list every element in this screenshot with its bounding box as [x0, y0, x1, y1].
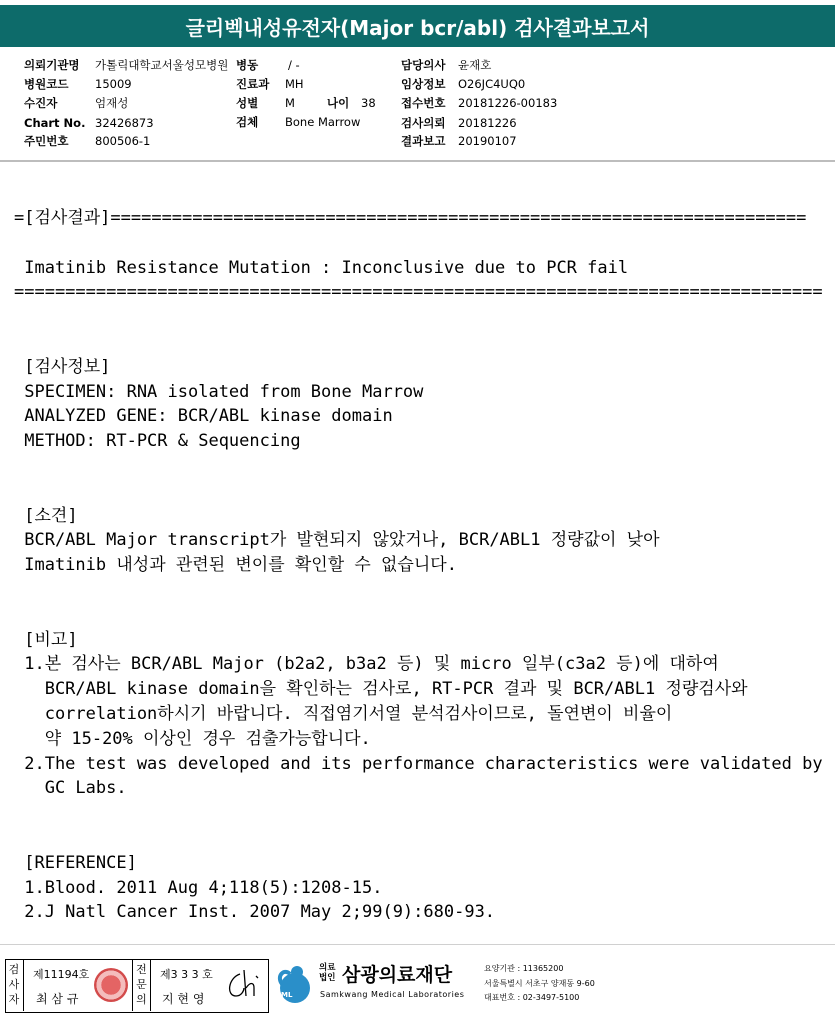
specimen-value: Bone Marrow: [285, 115, 361, 129]
tester-license: 제11194호: [33, 968, 90, 981]
request-date-label: 검사의뢰: [401, 116, 446, 130]
org-type: 의료법인: [319, 963, 336, 983]
ordering-institution-label: 의뢰기관명: [24, 58, 80, 72]
ward-label: 병동: [236, 58, 259, 72]
ordering-institution-value: 가톨릭대학교서울성모병원: [95, 58, 229, 72]
rrn-label: 주민번호: [24, 134, 69, 148]
report-line: 1.본 검사는 BCR/ABL Major (b2a2, b3a2 등) 및 micro 일부(c3a2 등)에 대하여: [14, 654, 719, 675]
report-title: 글리벡내성유전자(Major bcr/abl) 검사결과보고서: [0, 5, 835, 47]
department-label: 진료과: [236, 77, 270, 91]
report-line: 2.The test was developed and its performance characteristics were validated by: [14, 753, 823, 774]
receipt-no-value: 20181226-00183: [458, 96, 558, 110]
receipt-no-label: 접수번호: [401, 96, 446, 110]
patient-label: 수진자: [24, 96, 58, 110]
report-line: [REFERENCE]: [14, 852, 137, 873]
report-line: [소견]: [14, 505, 78, 526]
tester-name: 최 삼 규: [36, 992, 79, 1006]
org-phone: 대표번호 : 02-3497-5100: [484, 993, 580, 1002]
report-line: BCR/ABL Major transcript가 발현되지 않았거나, BCR/ABL1 정량값이 낮아: [14, 530, 660, 551]
report-line: METHOD: RT-PCR & Sequencing: [14, 431, 301, 452]
report-line: Imatinib 내성과 관련된 변이를 확인할 수 없습니다.: [14, 555, 457, 576]
hospital-code-label: 병원코드: [24, 77, 69, 91]
specialist-name: 지 현 영: [162, 992, 205, 1006]
signature-icon: [222, 966, 262, 1004]
doctor-label: 담당의사: [401, 58, 446, 72]
hospital-code-value: 15009: [95, 77, 132, 91]
sex-value: M: [285, 96, 295, 110]
chart-no-value: 32426873: [95, 116, 154, 130]
specimen-label: 검체: [236, 115, 259, 129]
doctor-value: 윤재호: [458, 58, 492, 72]
age-label: 나이: [327, 96, 350, 110]
logo-text: SML: [276, 991, 293, 999]
clinical-info-value: O26JC4UQ0: [458, 77, 526, 91]
rrn-value: 800506-1: [95, 134, 151, 148]
org-name-en: Samkwang Medical Laboratories: [320, 990, 465, 999]
report-line: 약 15-20% 이상인 경우 검출가능합니다.: [14, 728, 371, 749]
chart-no-label: Chart No.: [24, 116, 86, 130]
org-license: 요양기관 : 11365200: [484, 964, 564, 973]
ward-value: / -: [288, 58, 300, 72]
specialist-license: 제3 3 3 호: [160, 968, 213, 981]
specialist-label: 전문의: [132, 959, 151, 1011]
report-line: GC Labs.: [14, 778, 127, 799]
report-line: ANALYZED GENE: BCR/ABL kinase domain: [14, 406, 393, 427]
report-line: BCR/ABL kinase domain을 확인하는 검사로, RT-PCR 결과 및 BCR/ABL1 정량검사와: [14, 679, 748, 700]
report-line: =[검사결과]====================================================================: [14, 208, 807, 228]
report-line: Imatinib Resistance Mutation : Inconclusive due to PCR fail: [14, 257, 629, 278]
report-date-label: 결과보고: [401, 134, 446, 148]
report-date-value: 20190107: [458, 134, 517, 148]
report-line: ===============================================================================: [14, 282, 823, 303]
sex-label: 성별: [236, 96, 259, 110]
org-name: 삼광의료재단: [342, 964, 453, 986]
report-line: SPECIMEN: RNA isolated from Bone Marrow: [14, 381, 424, 402]
footer-divider: [0, 944, 835, 945]
clinical-info-label: 임상정보: [401, 77, 446, 91]
report-line: correlation하시기 바랍니다. 직접염기서열 분석검사이므로, 돌연변이 비율이: [14, 704, 673, 724]
age-value: 38: [361, 96, 376, 110]
report-line: [검사정보]: [14, 356, 111, 377]
tester-seal-icon: [94, 968, 128, 1002]
request-date-value: 20181226: [458, 116, 517, 130]
report-line: [비고]: [14, 629, 78, 650]
report-line: 1.Blood. 2011 Aug 4;118(5):1208-15.: [14, 877, 383, 898]
report-line: 2.J Natl Cancer Inst. 2007 May 2;99(9):680-93.: [14, 902, 496, 923]
tester-label: 검사자: [5, 959, 24, 1011]
org-address: 서울특별시 서초구 양재동 9-60: [484, 979, 595, 988]
department-value: MH: [285, 77, 304, 91]
patient-value: 엄재성: [95, 96, 129, 110]
